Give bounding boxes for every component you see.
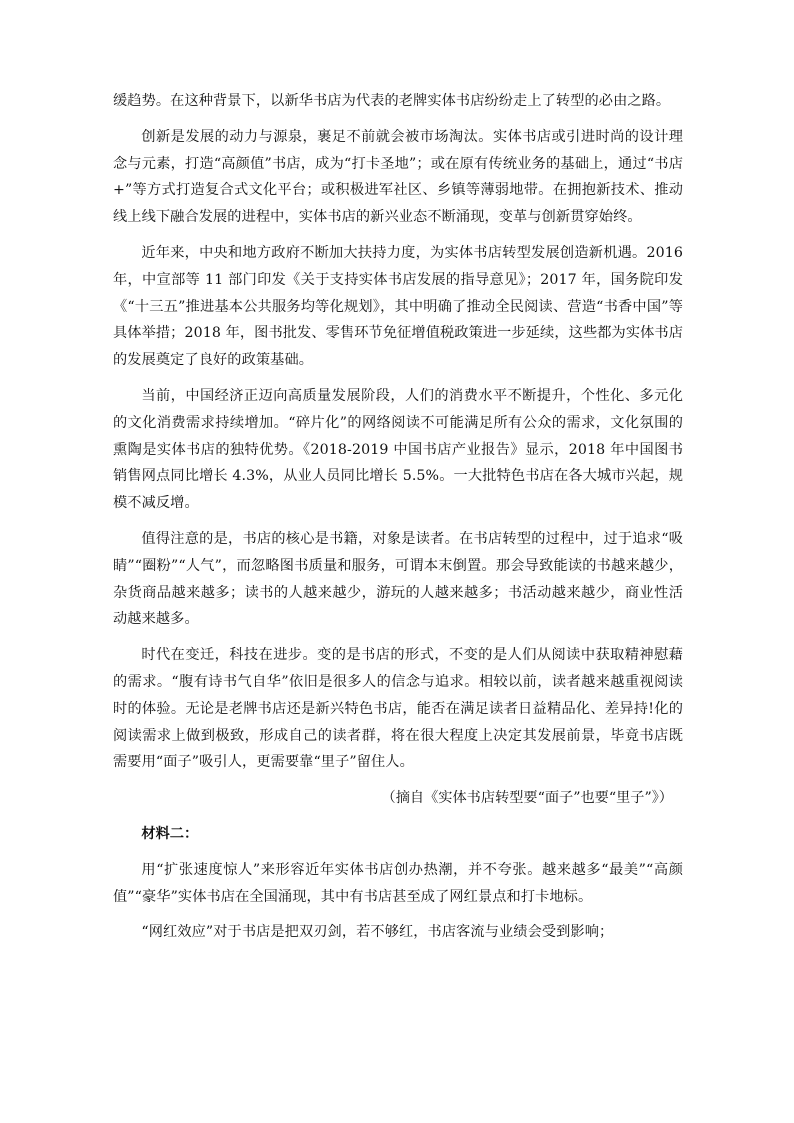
section-heading: 材料二： (141, 825, 199, 842)
paragraph-7: 用“扩张速度惊人”来形容近年实体书店创办热潮，并不夸张。越来越多“最美”“高颜值”“豪华”实体书店在全国涌现，其中有书店甚至成了网红景点和打卡地标。 (113, 861, 683, 905)
paragraph-3: 近年来，中央和地方政府不断加大扶持力度，为实体书店转型发展创造新机遇。2016 年，中宣部等 11 部门印发《关于支持实体书店发展的指导意见》；2017 年，国务院印发《“十三五”推进基本公共服务均等化规划》，其中明确了推动全民阅读、营造“书香中国”等具体举措；2018 年，图书批发、零售环节免征增值税政策进一步延续，这些都为实体书店的发展奠定了良好的政策基础。 (113, 244, 683, 369)
source-citation: （摘自《实体书店转型要“面子”也要“里子”》） (381, 790, 673, 807)
document-page (113, 88, 683, 955)
paragraph-1: 缓趋势。在这种背景下，以新华书店为代表的老牌实体书店纷纷走上了转型的必由之路。 (113, 93, 671, 109)
paragraph-4: 当前，中国经济正迈向高质量发展阶段，人们的消费水平不断提升，个性化、多元化的文化消费需求持续增加。“碎片化”的网络阅读不可能满足所有公众的需求，文化氛围的熏陶是实体书店的独特优势。《2018-2019 中国书店产业报告》显示，2018 年中国图书销售网点同比增长 4.3%，从业人员同比增长 5.5%。一大批特色书店在各大城市兴起，规模不减反增。 (113, 387, 683, 512)
paragraph-6: 时代在变迁，科技在进步。变的是书店的形式，不变的是人们从阅读中获取精神慰藉的需求。“腹有诗书气自华”依旧是很多人的信念与追求。相较以前，读者越来越重视阅读时的体验。无论是老牌书店还是新兴特色书店，能否在满足读者日益精品化、差异持!化的阅读需求上做到极致，形成自己的读者群，将在很大程度上决定其发展前景，毕竟书店既需要用“面子”吸引人，更需要靠“里子”留住人。 (113, 647, 683, 771)
paragraph-8: “网红效应”对于书店是把双刃剑，若不够红，书店客流与业绩会受到影响； (141, 924, 614, 941)
paragraph-5: 值得注意的是，书店的核心是书籍，对象是读者。在书店转型的过程中，过于追求“吸睛”“圈粉”“人气”，而忽略图书质量和服务，可谓本末倒置。那会导致能读的书越来越少，杂货商品越来越多；读书的人越来越少，游玩的人越来越多；书活动越来越少，商业性活动越来越多。 (113, 530, 683, 628)
paragraph-2: 创新是发展的动力与源泉，裹足不前就会被市场淘汰。实体书店或引进时尚的设计理念与元素，打造“高颜值”书店，成为“打卡圣地”；或在原有传统业务的基础上，通过“书店+”等方式打造复合式文化平台；或积极进军社区、乡镇等薄弱地带。在拥抱新技术、推动线上线下融合发展的进程中，实体书店的新兴业态不断涌现，变革与创新贯穿始终。 (113, 128, 683, 226)
